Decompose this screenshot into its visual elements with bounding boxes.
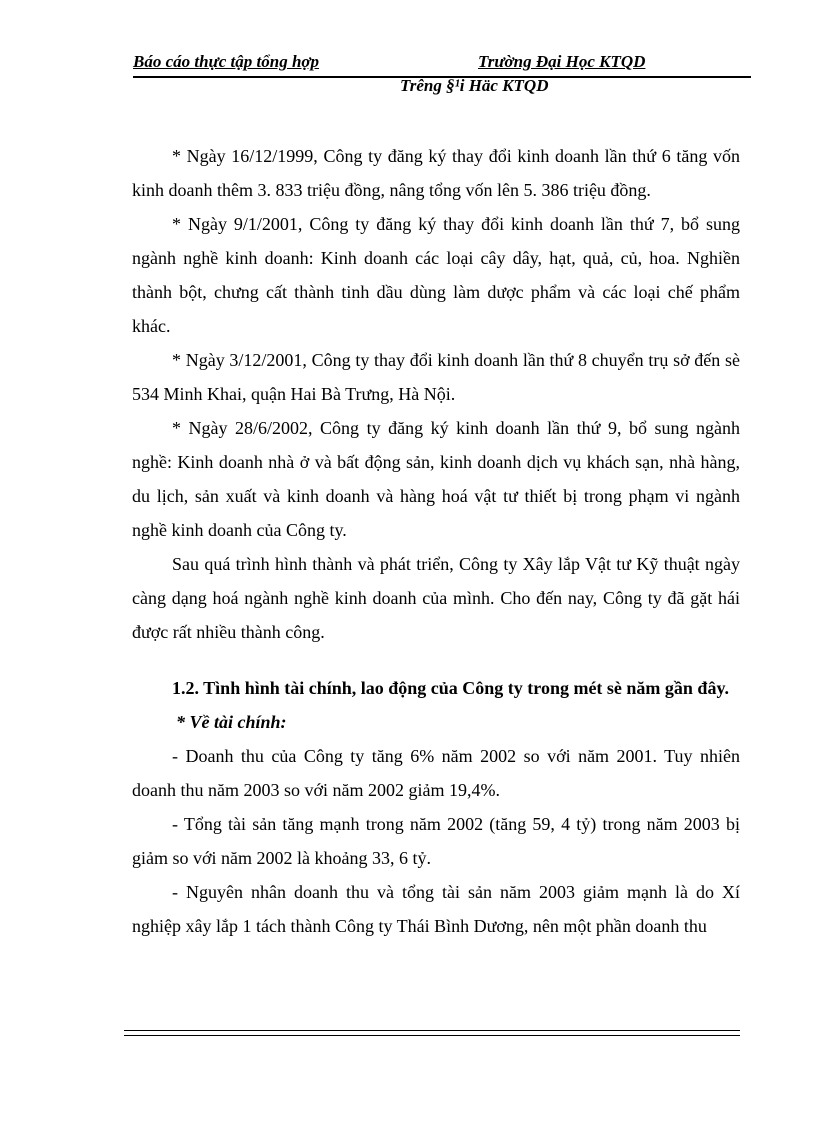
paragraph-5: Sau quá trình hình thành và phát triển, Công ty Xây lắp Vật tư Kỹ thuật ngày càng dạng hoá ngành nghề kinh doanh của mình. Cho đến nay, Công ty đã gặt hái được rất nhiều thành công. bbox=[132, 554, 740, 642]
paragraph-3: * Ngày 3/12/2001, Công ty thay đổi kinh doanh lần thứ 8 chuyển trụ sở đến sè 534 Minh Khai, quận Hai Bà Trưng, Hà Nội. bbox=[132, 350, 740, 404]
paragraph-2: * Ngày 9/1/2001, Công ty đăng ký thay đổi kinh doanh lần thứ 7, bổ sung ngành nghề kinh doanh: Kinh doanh các loại cây dây, hạt, quả, củ, hoa. Nghiền thành bột, chưng cất thành tinh dầu dùng làm dược phẩm và các loại chế phẩm khác. bbox=[132, 214, 740, 336]
section-heading: 1.2. Tình hình tài chính, lao động của Công ty trong mét sè năm gần đây. bbox=[172, 678, 729, 698]
paragraph-7: - Tổng tài sản tăng mạnh trong năm 2002 (tăng 59, 4 tỷ) trong năm 2003 bị giảm so với năm 2002 là khoảng 33, 6 tỷ. bbox=[132, 814, 740, 868]
paragraph-4: * Ngày 28/6/2002, Công ty đăng ký kinh doanh lần thứ 9, bổ sung ngành nghề: Kinh doanh nhà ở và bất động sản, kinh doanh dịch vụ khách sạn, nhà hàng, du lịch, sản xuất và kinh doanh và hàng hoá vật tư thiết bị trong phạm vi ngành nghề kinh doanh của Công ty. bbox=[132, 418, 740, 540]
paragraph-6: - Doanh thu của Công ty tăng 6% năm 2002 so với năm 2001. Tuy nhiên doanh thu năm 2003 so với năm 2002 giảm 19,4%. bbox=[132, 746, 740, 800]
paragraph-1: * Ngày 16/12/1999, Công ty đăng ký thay đổi kinh doanh lần thứ 6 tăng vốn kinh doanh thêm 3. 833 triệu đồng, nâng tổng vốn lên 5. 386 triệu đồng. bbox=[132, 146, 740, 200]
paragraph-8: - Nguyên nhân doanh thu và tổng tài sản năm 2003 giảm mạnh là do Xí nghiệp xây lắp 1 tách thành Công ty Thái Bình Dương, nên một phần doanh thu bbox=[132, 882, 740, 936]
page-header bbox=[133, 52, 751, 78]
header-report-title: Báo cáo thực tập tổng hợp bbox=[133, 52, 320, 71]
section-subheading: * Về tài chính: bbox=[176, 712, 287, 732]
header-university-garbled: Trêng §¹i Häc KTQD bbox=[400, 76, 549, 95]
body-content bbox=[132, 139, 740, 943]
header-university: Trường Đại Học KTQD bbox=[478, 52, 646, 71]
footer-divider bbox=[124, 1030, 740, 1036]
